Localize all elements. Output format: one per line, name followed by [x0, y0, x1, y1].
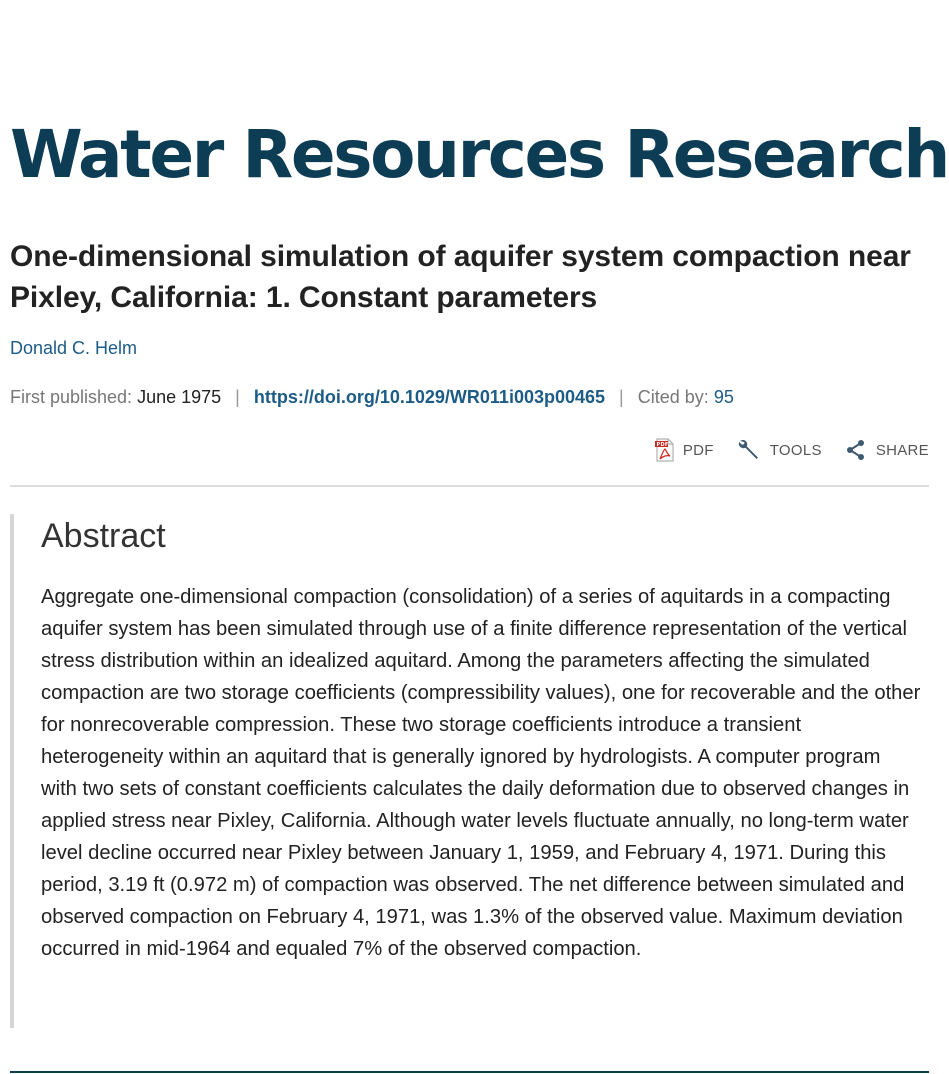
tools-label: TOOLS	[769, 441, 822, 459]
share-icon	[844, 438, 868, 462]
first-published-label: First published:	[10, 387, 133, 407]
abstract-heading: Abstract	[41, 517, 166, 555]
pdf-file-icon	[655, 438, 675, 462]
cited-by-count[interactable]: 95	[713, 387, 734, 407]
bottom-rule	[10, 1071, 929, 1073]
svg-text:PDF: PDF	[656, 442, 669, 448]
article-toolbar	[655, 436, 929, 464]
meta-separator: |	[619, 387, 624, 407]
tools-button[interactable]	[736, 437, 822, 463]
article-title: One-dimensional simulation of aquifer system compaction near Pixley, California: 1. Constant parameters	[10, 240, 911, 314]
publication-meta	[10, 384, 734, 410]
pdf-label: PDF	[682, 441, 714, 459]
share-label: SHARE	[875, 441, 929, 459]
journal-title: Water Resources Research	[10, 116, 948, 193]
author-link[interactable]: Donald C. Helm	[10, 338, 138, 358]
toolbar-divider	[10, 485, 929, 487]
abstract-text: Aggregate one-dimensional compaction (consolidation) of a series of aquitards in a compacting aquifer system has been simulated through use of a finite difference representation of the vertical stress distribution within an idealized aquitard. Among the parameters affecting the simulated compaction are two storage coefficients (compressibility values), one for recoverable and the other for nonrecoverable compression. These two storage coefficients introduce a transient heterogeneity within an aquitard that is generally ignored by hydrologists. A computer program with two sets of constant coefficients calculates the daily deformation due to observed changes in applied stress near Pixley, California. Although water levels fluctuate annually, no long-term water level decline occurred near Pixley between January 1, 1959, and February 4, 1971. During this period, 3.19 ft (0.972 m) of compaction was observed. The net difference between simulated and observed compaction on February 4, 1971, was 1.3% of the observed value. Maximum deviation occurred in mid-1964 and equaled 7% of the observed compaction.	[41, 586, 921, 960]
first-published-date: June 1975	[137, 387, 222, 407]
doi-link[interactable]: https://doi.org/10.1029/WR011i003p00465	[253, 387, 606, 407]
pdf-button[interactable]	[655, 438, 714, 462]
wrench-icon	[736, 437, 762, 463]
abstract-section	[10, 514, 930, 1028]
cited-by-label: Cited by:	[637, 387, 709, 407]
share-button[interactable]	[844, 438, 929, 462]
meta-separator: |	[235, 387, 240, 407]
